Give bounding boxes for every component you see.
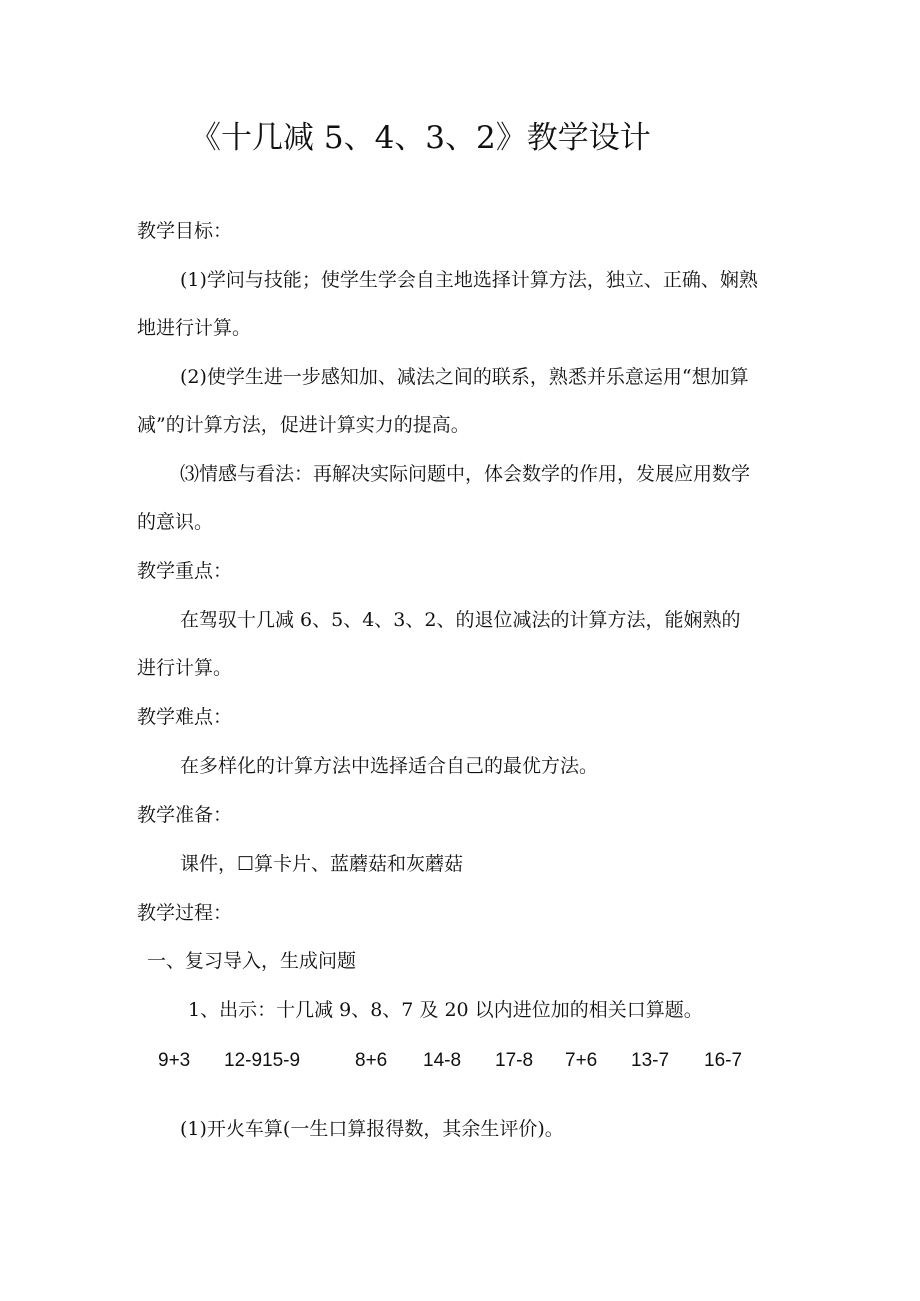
problem-item: 16-7 [704, 1050, 743, 1071]
arithmetic-problems-row [0, 1046, 920, 1076]
objective-1-line-2: 地进行计算。 [137, 317, 252, 339]
problem-item: 14-8 [423, 1050, 462, 1071]
objectives-heading: 教学目标： [137, 220, 233, 242]
process-heading: 教学过程： [137, 902, 233, 924]
key-points-heading: 教学重点： [137, 560, 233, 582]
preparation-text: 课件，☐算卡片、蓝蘑菇和灰蘑菇 [180, 853, 464, 875]
difficulties-text: 在多样化的计算方法中选择适合自己的最优方法。 [180, 755, 599, 777]
objective-2-line-1: (2)使学生进一步感知加、减法之间的联系，熟悉并乐意运用“想加算 [180, 366, 749, 388]
key-points-line-2: 进行计算。 [137, 657, 233, 679]
problem-item: 12-915-9 [224, 1050, 301, 1071]
difficulties-heading: 教学难点： [137, 706, 233, 728]
problem-item: 13-7 [631, 1050, 670, 1071]
objective-1-line-1: (1)学问与技能；使学生学会自主地选择计算方法，独立、正确、娴熟 [180, 269, 758, 291]
process-sub-1: (1)开火车算(一生口算报得数，其余生评价)。 [180, 1118, 564, 1140]
key-points-line-1: 在驾驭十几减 6、5、4、3、2、的退位减法的计算方法，能娴熟的 [180, 609, 741, 631]
process-step-1-1: 1、出示：十几减 9、8、7 及 20 以内进位加的相关口算题。 [188, 999, 703, 1021]
process-step-1: 一、复习导入，生成问题 [147, 950, 357, 972]
objective-3-line-2: 的意识。 [137, 511, 214, 533]
preparation-heading: 教学准备： [137, 804, 233, 826]
problem-item: 8+6 [355, 1050, 388, 1071]
objective-3-line-1: ⑶情感与看法：再解决实际问题中，体会数学的作用，发展应用数学 [180, 463, 751, 485]
objective-2-line-2: 减”的计算方法，促进计算实力的提高。 [137, 414, 470, 436]
problem-item: 17-8 [495, 1050, 534, 1071]
problem-item: 7+6 [565, 1050, 598, 1071]
document-title: 《十几减 5、4、3、2》教学设计 [190, 120, 651, 156]
problem-item: 9+3 [158, 1050, 191, 1071]
